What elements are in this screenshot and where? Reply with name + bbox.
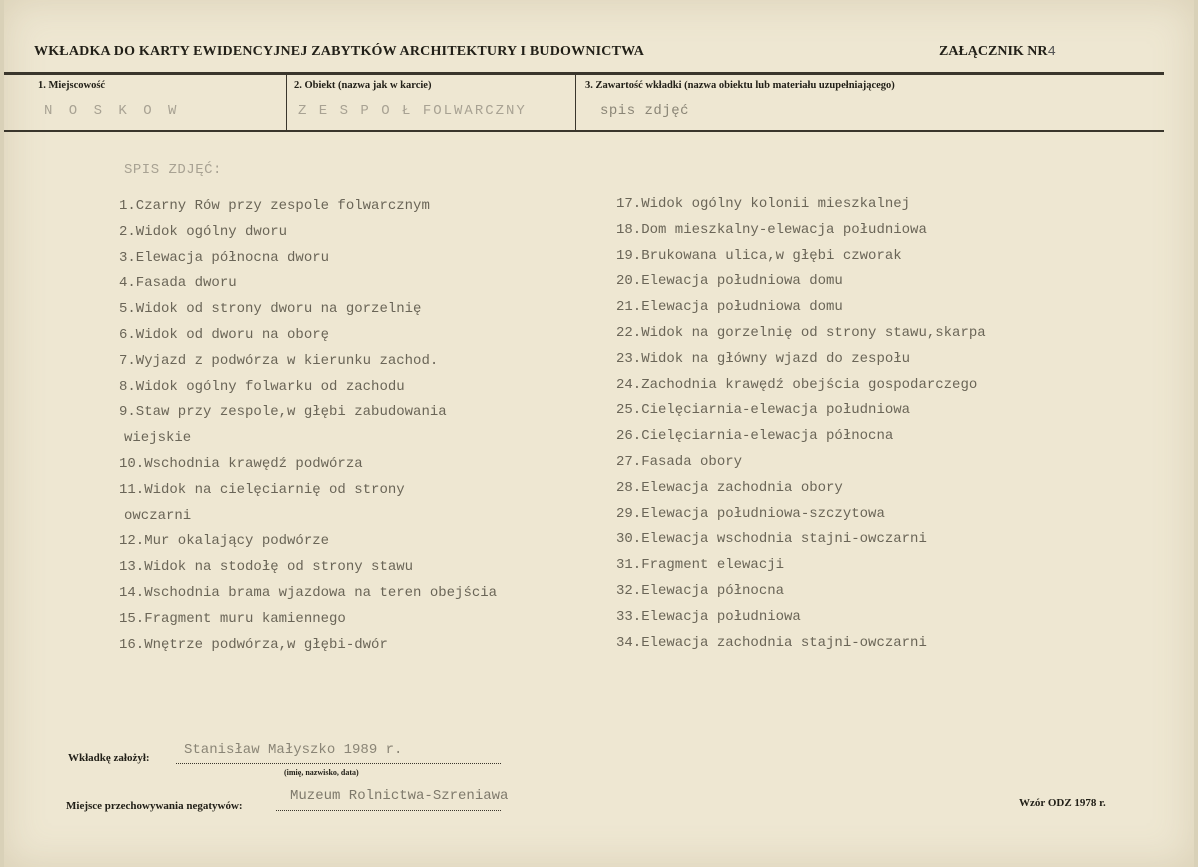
list-item: 32.Elewacja północna (616, 582, 785, 599)
list-item: 7.Wyjazd z podwórza w kierunku zachod. (119, 352, 439, 369)
list-item: 15.Fragment muru kamiennego (119, 610, 346, 627)
list-item: 20.Elewacja południowa domu (616, 273, 843, 290)
field-divider-1 (286, 74, 287, 130)
annex-number: 4 (1047, 44, 1056, 60)
list-item: 4.Fasada dworu (119, 275, 237, 292)
list-item: 33.Elewacja południowa (616, 608, 801, 625)
storage-value: Muzeum Rolnictwa-Szreniawa (290, 788, 509, 804)
list-item: wiejskie (124, 430, 192, 447)
photo-list-heading: SPIS ZDJĘĆ: (124, 162, 222, 178)
list-item: 13.Widok na stodołę od strony stawu (119, 559, 414, 576)
list-item: 25.Cielęciarnia-elewacja południowa (616, 402, 911, 419)
list-item: 27.Fasada obory (616, 453, 743, 470)
field-divider-2 (575, 74, 576, 130)
locality-label: 1. Miejscowość (38, 80, 106, 91)
list-item: owczarni (124, 507, 192, 524)
contents-value: spis zdjęć (600, 103, 690, 119)
list-item: 10.Wschodnia krawędź podwórza (119, 455, 363, 472)
founder-label: Wkładkę założył: (68, 752, 150, 764)
list-item: 23.Widok na główny wjazd do zespołu (616, 350, 911, 367)
list-item: 9.Staw przy zespole,w głębi zabudowania (119, 404, 447, 421)
record-insert-card (4, 0, 1194, 867)
list-item: 22.Widok na gorzelnię od strony stawu,skarpa (616, 324, 986, 341)
list-item: 3.Elewacja północna dworu (119, 249, 330, 266)
list-item: 2.Widok ogólny dworu (119, 223, 288, 240)
photo-list-right (616, 192, 1086, 656)
object-value: Z E S P O Ł FOLWARCZNY (298, 103, 527, 119)
contents-label: 3. Zawartość wkładki (nazwa obiektu lub materiału uzupełniającego) (585, 80, 895, 91)
list-item: 31.Fragment elewacji (616, 557, 785, 574)
founder-dotted-line (176, 763, 501, 764)
list-item: 1.Czarny Rów przy zespole folwarcznym (119, 198, 430, 214)
form-title: WKŁADKA DO KARTY EWIDENCYJNEJ ZABYTKÓW ARCHITEKTURY I BUDOWNICTWA (34, 44, 645, 59)
list-item: 5.Widok od strony dworu na gorzelnię (119, 301, 422, 318)
form-code: Wzór ODZ 1978 r. (1019, 797, 1106, 809)
header-bottom-rule (4, 130, 1164, 132)
founder-value: Stanisław Małyszko 1989 r. (184, 742, 403, 758)
annex-label-group (939, 44, 1056, 60)
list-item: 29.Elewacja południowa-szczytowa (616, 505, 885, 522)
list-item: 14.Wschodnia brama wjazdowa na teren obejścia (119, 584, 498, 601)
list-item: 28.Elewacja zachodnia obory (616, 479, 843, 496)
storage-dotted-line (276, 810, 501, 811)
list-item: 16.Wnętrze podwórza,w głębi-dwór (119, 636, 388, 653)
header-top-rule (4, 72, 1164, 75)
list-item: 24.Zachodnia krawędź obejścia gospodarczego (616, 376, 978, 393)
locality-value: N O S K O W (44, 103, 181, 119)
list-item: 26.Cielęciarnia-elewacja północna (616, 428, 894, 445)
storage-label: Miejsce przechowywania negatywów: (66, 800, 243, 812)
photo-list-left (119, 194, 589, 658)
list-item: 34.Elewacja zachodnia stajni-owczarni (616, 634, 927, 651)
list-item: 12.Mur okalający podwórze (119, 533, 330, 550)
list-item: 18.Dom mieszkalny-elewacja południowa (616, 221, 927, 238)
annex-label: ZAŁĄCZNIK NR (939, 44, 1048, 59)
list-item: 30.Elewacja wschodnia stajni-owczarni (616, 531, 927, 548)
list-item: 6.Widok od dworu na oborę (119, 326, 330, 343)
list-item: 11.Widok na cielęciarnię od strony (119, 481, 405, 498)
list-item: 8.Widok ogólny folwarku od zachodu (119, 378, 405, 395)
founder-hint: (imię, nazwisko, data) (284, 768, 359, 777)
list-item: 21.Elewacja południowa domu (616, 299, 843, 316)
object-label: 2. Obiekt (nazwa jak w karcie) (294, 80, 432, 91)
list-item: 17.Widok ogólny kolonii mieszkalnej (616, 196, 911, 212)
list-item: 19.Brukowana ulica,w głębi czworak (616, 247, 902, 264)
